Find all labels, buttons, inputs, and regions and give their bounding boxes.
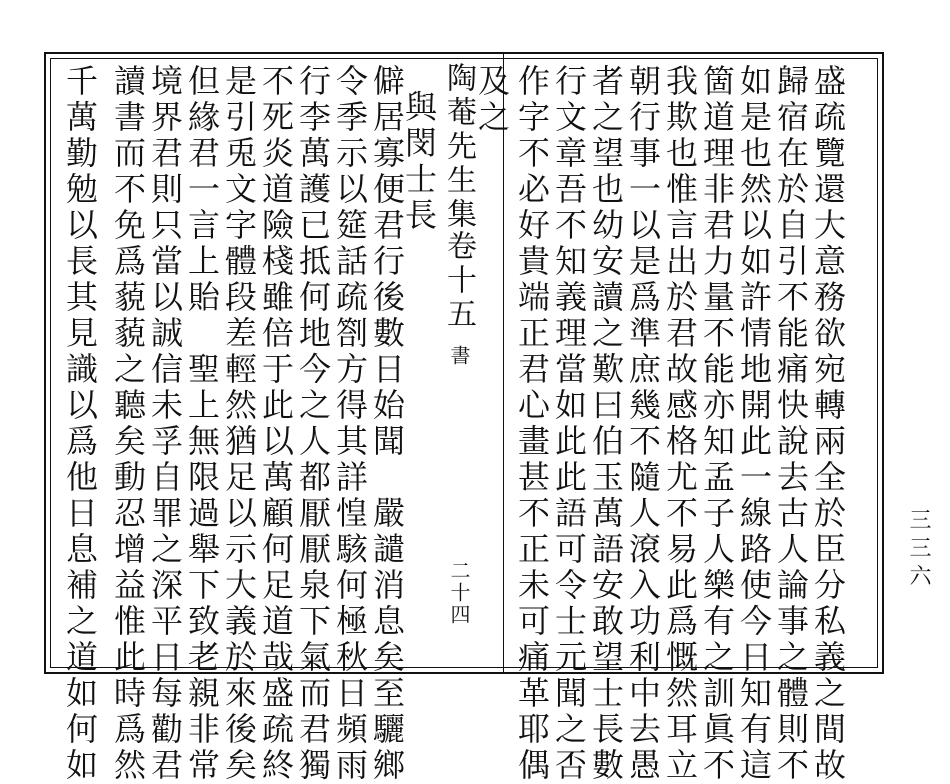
center-fold-line <box>503 52 504 674</box>
text-column: 及之 <box>473 64 511 136</box>
text-column: 朝行事一以是爲準庶幾不隨人滾入功利中去愚 <box>624 64 662 784</box>
leaf-number: 二十四 <box>447 560 471 626</box>
text-column: 僻居寡便君行後數日始聞 嚴譴消息矣至驪鄉 <box>368 64 406 784</box>
text-column: 行文章吾不知義理當如此此語可令士元聞之否 <box>550 64 588 784</box>
section-label: 書 <box>447 345 471 367</box>
text-column: 但緣君一言上貽 聖上無限過舉下致老親非常 <box>183 64 221 784</box>
text-column: 千萬勤勉以長其見識以爲他日息補之道如何如 <box>61 64 99 784</box>
text-column: 境界君則只當以誠信未孚自罪之深平日每勸君 <box>146 64 184 784</box>
text-column: 是引兎文字體段差輕然猶足以示大義於來後矣 <box>220 64 258 784</box>
text-column: 者之望也幼安讀之歎曰伯玉萬語安敢望士長數 <box>587 64 625 784</box>
volume-label: 卷十五 <box>441 230 476 332</box>
text-column: 讀書而不免爲藐藐之聽矣動忍增益惟此時爲然 <box>109 64 147 784</box>
text-column: 盛疏覽還大意務欲宛轉兩全於臣分私義之間故 <box>809 64 847 784</box>
text-column: 歸宿在於自引不能痛快說去古人論事之體則不 <box>772 64 810 784</box>
book-title: 陶菴先生集 <box>441 62 476 232</box>
text-column: 行李萬護已抵何地今之人都厭厭泉下氣而君獨 <box>294 64 332 784</box>
text-column: 我欺也惟言出於君故感格尤不易此爲慨然耳立 <box>661 64 699 784</box>
page-number: 三三六 <box>906 508 931 592</box>
text-column: 作字不必好貴端正君心畫甚不正未可痛革耶偶 <box>513 64 551 784</box>
text-column: 如是也然以如許情地開此一線路使今日知有這 <box>735 64 773 784</box>
text-column: 箇道理非君力量不能亦知孟子人樂有之訓眞不 <box>698 64 736 784</box>
text-column: 不死炎道險棧雖倍于此以萬顧何足道哉盛疏終 <box>257 64 295 784</box>
letter-title: 與閔士長 <box>400 90 438 234</box>
text-column: 令季示以筵話疏劄方得其詳惶駭何極秋日頻雨 <box>331 64 369 784</box>
